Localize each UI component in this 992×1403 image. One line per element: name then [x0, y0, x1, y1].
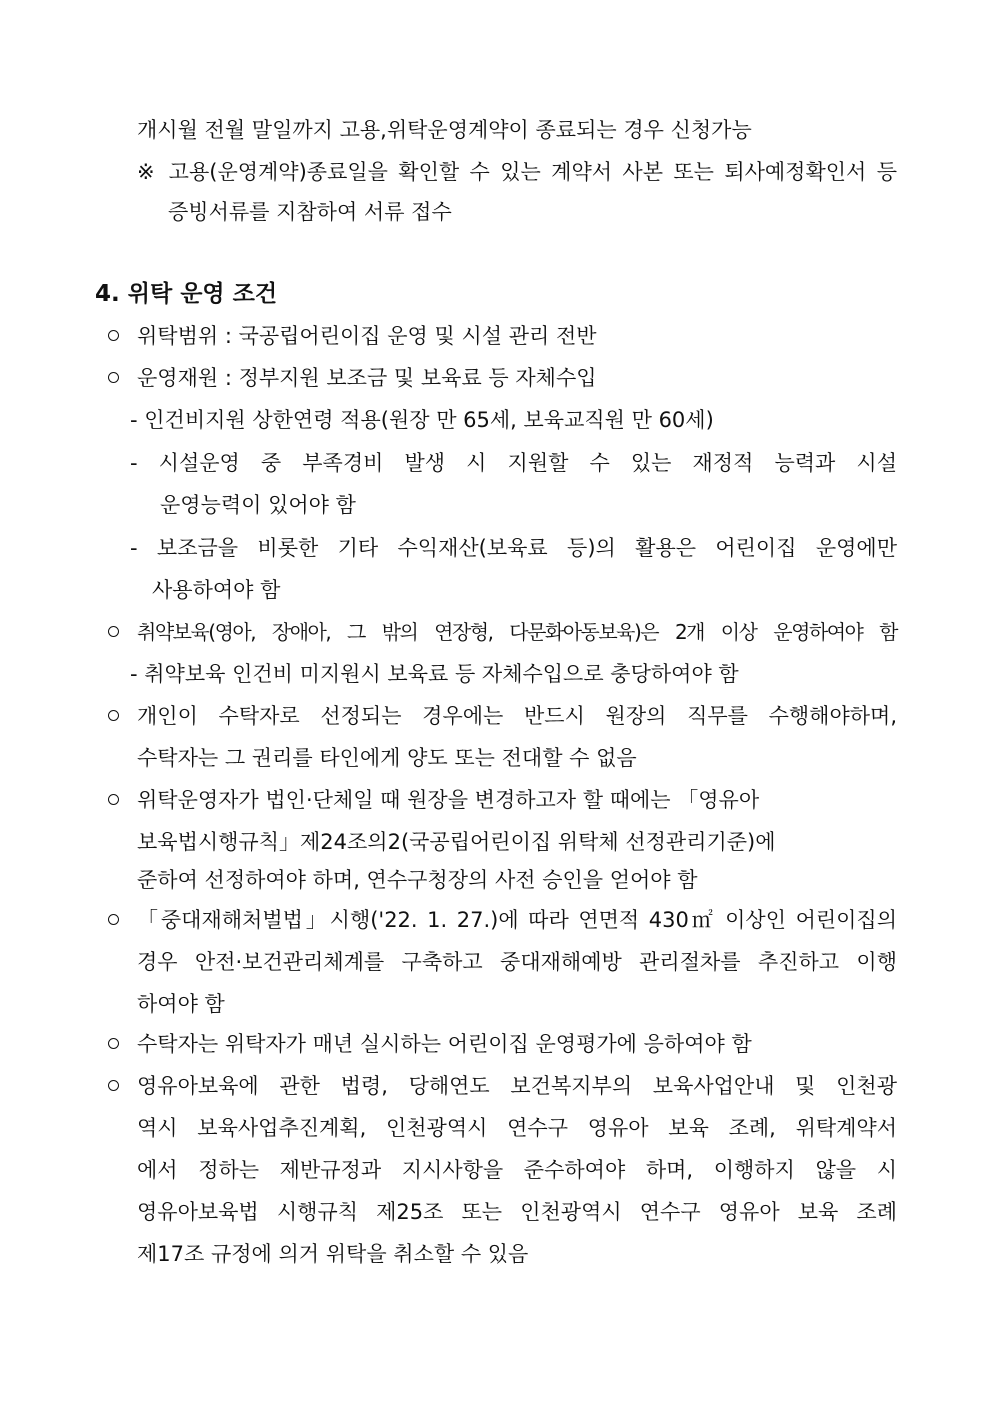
- bullet-text-cont: 역시 보육사업추진계획, 인천광역시 연수구 영유아 보육 조례, 위탁계약서: [137, 1116, 897, 1140]
- sub-item: - 인건비지원 상한연령 적용(원장 만 65세, 보육교직원 만 60세): [130, 408, 714, 432]
- sub-item-cont: 사용하여야 함: [152, 578, 281, 602]
- bullet-circle-icon: [108, 330, 119, 341]
- bullet-text-cont: 수탁자는 그 권리를 타인에게 양도 또는 전대할 수 없음: [137, 746, 637, 770]
- bullet-text: 개인이 수탁자로 선정되는 경우에는 반드시 원장의 직무를 수행해야하며,: [137, 704, 897, 728]
- bullet-circle-icon: [108, 794, 119, 805]
- bullet-text: 「중대재해처벌법」시행('22. 1. 27.)에 따라 연면적 430㎡ 이상인 어린이집의: [137, 908, 897, 932]
- bullet-text-cont: 제17조 규정에 의거 위탁을 취소할 수 있음: [137, 1242, 529, 1266]
- bullet-text: 운영재원 : 정부지원 보조금 및 보육료 등 자체수입: [137, 366, 597, 390]
- bullet-text: 수탁자는 위탁자가 매년 실시하는 어린이집 운영평가에 응하여야 함: [137, 1032, 752, 1056]
- sub-item: - 보조금을 비롯한 기타 수익재산(보육료 등)의 활용은 어린이집 운영에만: [130, 536, 897, 560]
- bullet-text: 취약보육(영아, 장애아, 그 밖의 연장형, 다문화아동보육)은 2개 이상 운영하여야 함: [137, 620, 897, 644]
- bullet-circle-icon: [108, 626, 119, 637]
- bullet-text: 위탁범위 : 국공립어린이집 운영 및 시설 관리 전반: [137, 324, 597, 348]
- sub-item-cont: 운영능력이 있어야 함: [160, 493, 356, 517]
- sub-item: - 취약보육 인건비 미지원시 보육료 등 자체수입으로 충당하여야 함: [130, 662, 739, 686]
- bullet-circle-icon: [108, 372, 119, 383]
- bullet-circle-icon: [108, 914, 119, 925]
- bullet-circle-icon: [108, 1080, 119, 1091]
- bullet-text: 영유아보육에 관한 법령, 당해연도 보건복지부의 보육사업안내 및 인천광: [137, 1074, 897, 1098]
- note-line: 증빙서류를 지참하여 서류 접수: [168, 200, 452, 224]
- bullet-circle-icon: [108, 710, 119, 721]
- bullet-text: 위탁운영자가 법인·단체일 때 원장을 변경하고자 할 때에는 「영유아: [137, 788, 760, 812]
- bullet-text-cont: 영유아보육법 시행규칙 제25조 또는 인천광역시 연수구 영유아 보육 조례: [137, 1200, 897, 1224]
- section-heading: 4. 위탁 운영 조건: [95, 281, 278, 307]
- bullet-text-cont: 하여야 함: [137, 992, 225, 1016]
- bullet-text-cont: 준하여 선정하여야 하며, 연수구청장의 사전 승인을 얻어야 함: [137, 868, 698, 892]
- bullet-text-cont: 보육법시행규칙」제24조의2(국공립어린이집 위탁체 선정관리기준)에: [137, 830, 776, 854]
- bullet-circle-icon: [108, 1038, 119, 1049]
- sub-item: - 시설운영 중 부족경비 발생 시 지원할 수 있는 재정적 능력과 시설: [130, 451, 897, 475]
- bullet-text-cont: 경우 안전·보건관리체계를 구축하고 중대재해예방 관리절차를 추진하고 이행: [137, 950, 897, 974]
- bullet-text-cont: 에서 정하는 제반규정과 지시사항을 준수하여야 하며, 이행하지 않을 시: [137, 1158, 897, 1182]
- note-line: ※ 고용(운영계약)종료일을 확인할 수 있는 계약서 사본 또는 퇴사예정확인서 등: [137, 160, 897, 184]
- text-line: 개시월 전월 말일까지 고용,위탁운영계약이 종료되는 경우 신청가능: [137, 118, 752, 142]
